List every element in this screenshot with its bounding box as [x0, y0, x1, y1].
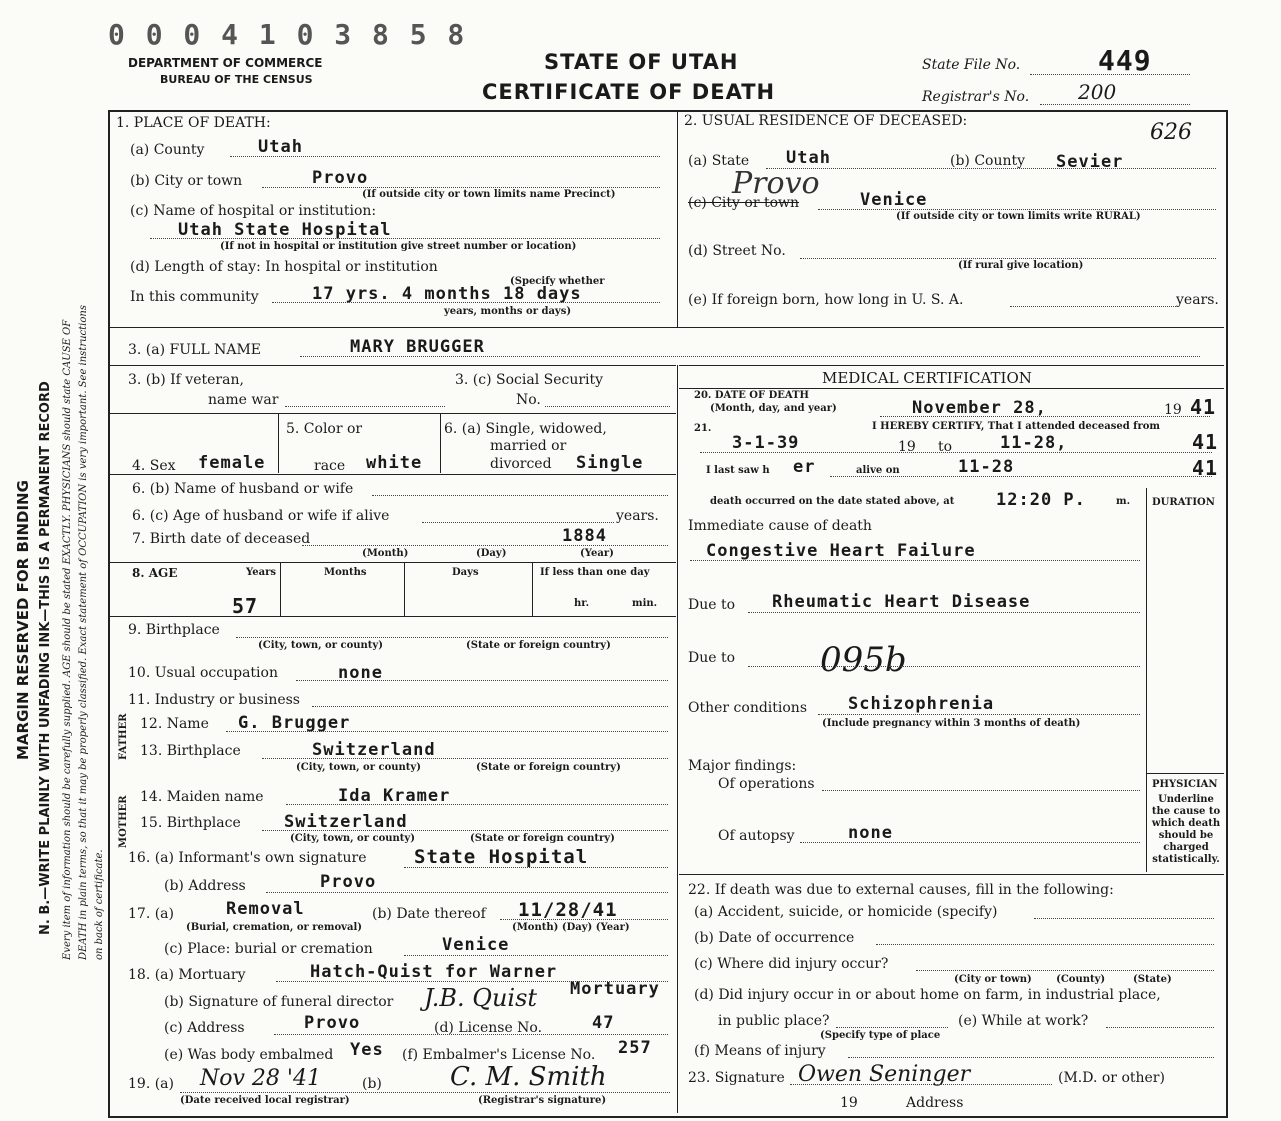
mother-maiden-value: Ida Kramer: [338, 786, 451, 806]
due-to-2-code: 095b: [820, 640, 907, 680]
other-conditions-label: Other conditions: [688, 700, 808, 716]
due-to-1-value: Rheumatic Heart Disease: [772, 592, 1031, 612]
residence-city-note: (If outside city or town limits write RURAL): [896, 211, 1141, 222]
last-saw-year: 41: [1192, 456, 1219, 480]
color-label: 5. Color or: [286, 421, 363, 437]
margin-instructions-2: DEATH in plain terms, so that it may be properly classified. Exact statement of OCCUPATION is very important. See instructions: [78, 305, 89, 960]
mother-maiden-label: 14. Maiden name: [140, 789, 264, 805]
other-conditions-note: (Include pregnancy within 3 months of death): [822, 718, 1081, 729]
father-name-label: 12. Name: [140, 716, 209, 732]
funeral-director-signature: J.B. Quist: [424, 984, 538, 1012]
disposition-date-note: (Month) (Day) (Year): [512, 922, 630, 933]
disposition-date-label: (b) Date thereof: [372, 906, 486, 922]
filed-b-label: (b): [362, 1076, 382, 1092]
immediate-cause-label: Immediate cause of death: [688, 518, 872, 534]
mother-label: MOTHER: [118, 795, 129, 848]
hospital-label: (c) Name of hospital or institution:: [130, 203, 377, 219]
occupation-value: none: [338, 663, 383, 683]
major-findings-label: Major findings:: [688, 758, 797, 774]
street-label: (d) Street No.: [688, 243, 786, 259]
external-d-note: (Specify type of place: [820, 1030, 941, 1041]
external-causes-label: 22. If death was due to external causes, fill in the following:: [688, 882, 1114, 898]
external-b-label: (b) Date of occurrence: [694, 930, 855, 946]
registrar-number: 200: [1078, 80, 1117, 104]
informant-signature-label: 16. (a) Informant's own signature: [128, 850, 367, 866]
margin-instructions-3: on back of certificate.: [94, 849, 105, 960]
last-saw-fill: er: [793, 457, 816, 477]
sex-label: 4. Sex: [132, 458, 176, 474]
length-of-stay-label: (d) Length of stay: In hospital or institution: [130, 259, 438, 275]
marital-value: Single: [576, 453, 644, 473]
death-occurred-label: death occurred on the date stated above, at: [710, 496, 955, 507]
marital-label-2: married or: [490, 438, 567, 454]
informant-address-label: (b) Address: [164, 878, 246, 894]
license-label: (d) License No.: [434, 1020, 543, 1036]
signature-23-label: 23. Signature: [688, 1070, 785, 1086]
autopsy-value: none: [848, 823, 893, 843]
external-f-label: (f) Means of injury: [694, 1043, 826, 1059]
operations-label: Of operations: [718, 776, 815, 792]
community-label: In this community: [130, 289, 259, 305]
md-or-other-label: (M.D. or other): [1058, 1070, 1165, 1086]
birthplace-city-note: (City, town, or county): [258, 640, 383, 651]
funeral-director-label: (b) Signature of funeral director: [164, 994, 394, 1010]
signature-date-19: 19: [840, 1095, 858, 1111]
age-less-heading: If less than one day: [540, 567, 650, 578]
residence-heading: 2. USUAL RESIDENCE OF DECEASED:: [684, 113, 968, 129]
war-label: name war: [208, 392, 279, 408]
residence-city-struck: Provo: [732, 166, 820, 201]
external-a-label: (a) Accident, suicide, or homicide (specify): [694, 904, 998, 920]
disposition-label: 17. (a): [128, 906, 174, 922]
margin-permanent-record-note: N. B.—WRITE PLAINLY WITH UNFADING INK—THIS IS A PERMANENT RECORD: [38, 381, 53, 935]
dod-year-prefix: 19: [1164, 402, 1182, 418]
duration-heading: DURATION: [1152, 497, 1215, 508]
date-of-death-value: November 28,: [912, 398, 1047, 418]
funeral-address-value: Provo: [304, 1013, 361, 1033]
ssn-no-label: No.: [516, 392, 541, 408]
corner-handwritten-note: 626: [1150, 120, 1192, 145]
mortuary-label: 18. (a) Mortuary: [128, 967, 246, 983]
attended-to-date: 11-28,: [1000, 433, 1068, 453]
race-label: race: [314, 458, 346, 474]
death-county-label: (a) County: [130, 142, 205, 158]
street-note: (If rural give location): [958, 260, 1084, 271]
age-label: 8. AGE: [132, 566, 178, 580]
other-conditions-value: Schizophrenia: [848, 694, 995, 714]
birthplace-label: 9. Birthplace: [128, 622, 220, 638]
burial-place-value: Venice: [442, 935, 510, 955]
external-d-label-1: (d) Did injury occur in or about home on farm, in industrial place,: [694, 987, 1161, 1003]
birth-day-note: (Day): [476, 548, 507, 559]
disposition-note: (Burial, cremation, or removal): [186, 922, 362, 933]
mortuary-value-continued: Mortuary: [570, 979, 660, 999]
informant-signature-value: State Hospital: [414, 846, 589, 868]
residence-city-label: (c) City or town: [688, 195, 800, 211]
disposition-date-value: 11/28/41: [518, 899, 618, 921]
sex-value: female: [198, 453, 266, 473]
birth-year-value: 1884: [562, 526, 607, 546]
mother-birthplace-label: 15. Birthplace: [140, 815, 241, 831]
father-label: FATHER: [118, 713, 129, 760]
date-of-death-note: (Month, day, and year): [710, 403, 837, 414]
spouse-age-years: years.: [616, 508, 659, 524]
death-city-label: (b) City or town: [130, 173, 243, 189]
marital-label-3: divorced: [490, 456, 552, 472]
time-m-label: m.: [1116, 496, 1131, 507]
margin-binding-note: MARGIN RESERVED FOR BINDING: [14, 480, 32, 760]
registrar-signature-note: (Registrar's signature): [478, 1095, 607, 1106]
state-heading: STATE OF UTAH: [544, 50, 739, 74]
mother-birthplace-value: Switzerland: [284, 812, 408, 832]
registrar-signature: C. M. Smith: [450, 1062, 607, 1092]
father-name-value: G. Brugger: [238, 713, 351, 733]
residence-city-value: Venice: [860, 190, 928, 210]
filed-date-note: (Date received local registrar): [180, 1095, 350, 1106]
death-county-value: Utah: [258, 137, 303, 157]
place-of-death-heading: 1. PLACE OF DEATH:: [116, 115, 271, 131]
age-years-value: 57: [232, 594, 259, 618]
immediate-cause-value: Congestive Heart Failure: [706, 541, 976, 561]
last-saw-label: I last saw h: [706, 465, 770, 476]
race-value: white: [366, 453, 423, 473]
underline-note: Underline the cause to which death should be charged statistically.: [1151, 794, 1221, 865]
full-name-label: 3. (a) FULL NAME: [128, 342, 261, 358]
embalmer-license-value: 257: [618, 1038, 652, 1058]
hospital-note: (If not in hospital or institution give street number or location): [220, 241, 577, 252]
veteran-label: 3. (b) If veteran,: [128, 372, 244, 388]
community-note: years, months or days): [444, 306, 572, 317]
ssn-label: 3. (c) Social Security: [455, 372, 604, 388]
death-city-note: (If outside city or town limits name Precinct): [362, 189, 616, 200]
certify-number: 21.: [694, 423, 712, 434]
time-of-death: 12:20 P.: [996, 490, 1086, 510]
external-c-label: (c) Where did injury occur?: [694, 956, 889, 972]
industry-label: 11. Industry or business: [128, 692, 300, 708]
spouse-name-label: 6. (b) Name of husband or wife: [132, 481, 354, 497]
father-bp-city-note: (City, town, or county): [296, 762, 421, 773]
occupation-label: 10. Usual occupation: [128, 665, 278, 681]
funeral-address-label: (c) Address: [164, 1020, 245, 1036]
residence-state-value: Utah: [786, 148, 831, 168]
state-file-label: State File No.: [922, 57, 1021, 73]
residence-county-value: Sevier: [1056, 152, 1124, 172]
mother-bp-city-note: (City, town, or county): [290, 833, 415, 844]
informant-address-value: Provo: [320, 872, 377, 892]
age-hr-label: hr.: [574, 598, 590, 609]
license-value: 47: [592, 1013, 615, 1033]
death-city-value: Provo: [312, 168, 369, 188]
attended-from-date: 3-1-39: [732, 433, 800, 453]
registrar-number-label: Registrar's No.: [922, 89, 1030, 105]
attended-to-label: to: [938, 439, 953, 455]
disposition-value: Removal: [226, 899, 305, 919]
embalmed-value: Yes: [350, 1040, 384, 1060]
dod-year-value: 41: [1190, 395, 1217, 419]
residence-county-label: (b) County: [950, 153, 1026, 169]
birth-date-label: 7. Birth date of deceased: [132, 531, 311, 547]
full-name-value: MARY BRUGGER: [350, 337, 485, 357]
autopsy-label: Of autopsy: [718, 828, 795, 844]
due-to-1-label: Due to: [688, 597, 736, 613]
attended-from-19: 19: [898, 439, 916, 455]
attended-to-year: 41: [1192, 430, 1219, 454]
birth-year-note: (Year): [580, 548, 614, 559]
physician-signature: Owen Seninger: [798, 1062, 971, 1087]
birthplace-state-note: (State or foreign country): [466, 640, 611, 651]
spouse-age-label: 6. (c) Age of husband or wife if alive: [132, 508, 390, 524]
residence-state-label: (a) State: [688, 153, 750, 169]
embalmed-label: (e) Was body embalmed: [164, 1047, 334, 1063]
age-months-heading: Months: [324, 567, 367, 578]
margin-instructions-1: Every item of information should be carefully supplied. AGE should be stated EXACTLY. PHYSICIANS should state CAUSE OF: [62, 319, 73, 960]
hospital-value: Utah State Hospital: [178, 220, 392, 240]
certificate-serial-number: 0 0 0 4 1 0 3 8 5 8: [108, 18, 467, 51]
filed-date-value: Nov 28 '41: [200, 1066, 321, 1091]
certificate-title: CERTIFICATE OF DEATH: [482, 80, 776, 104]
alive-on-label: alive on: [856, 465, 900, 476]
mortuary-value: Hatch-Quist for Warner: [310, 962, 558, 982]
age-days-heading: Days: [452, 567, 479, 578]
age-min-label: min.: [632, 598, 658, 609]
filed-label: 19. (a): [128, 1076, 174, 1092]
community-stay-value: 17 yrs. 4 months 18 days: [312, 284, 582, 304]
father-bp-state-note: (State or foreign country): [476, 762, 621, 773]
external-e-label: (e) While at work?: [958, 1013, 1089, 1029]
certify-statement: I HEREBY CERTIFY, That I attended deceased from: [872, 421, 1161, 432]
foreign-born-label: (e) If foreign born, how long in U. S. A.: [688, 292, 964, 308]
last-saw-date: 11-28: [958, 457, 1015, 477]
bureau-label: BUREAU OF THE CENSUS: [160, 73, 313, 86]
due-to-2-label: Due to: [688, 650, 736, 666]
date-of-death-label: 20. DATE OF DEATH: [694, 390, 809, 401]
physician-heading: PHYSICIAN: [1152, 779, 1218, 790]
embalmer-license-label: (f) Embalmer's License No.: [402, 1047, 596, 1063]
external-c-note: (City or town) (County) (State): [954, 974, 1172, 985]
father-birthplace-label: 13. Birthplace: [140, 743, 241, 759]
age-years-heading: Years: [246, 567, 277, 578]
burial-place-label: (c) Place: burial or cremation: [164, 941, 373, 957]
external-d-label-2: in public place?: [718, 1013, 830, 1029]
signature-address-label: Address: [906, 1095, 964, 1111]
state-file-number: 449: [1098, 44, 1152, 77]
marital-label-1: 6. (a) Single, widowed,: [444, 421, 607, 437]
foreign-years-label: years.: [1176, 292, 1219, 308]
father-birthplace-value: Switzerland: [312, 740, 436, 760]
birth-month-note: (Month): [362, 548, 409, 559]
mother-bp-state-note: (State or foreign country): [470, 833, 615, 844]
department-label: DEPARTMENT OF COMMERCE: [128, 56, 323, 70]
medical-certification-heading: MEDICAL CERTIFICATION: [822, 369, 1032, 387]
specify-note: (Specify whether: [510, 276, 605, 287]
